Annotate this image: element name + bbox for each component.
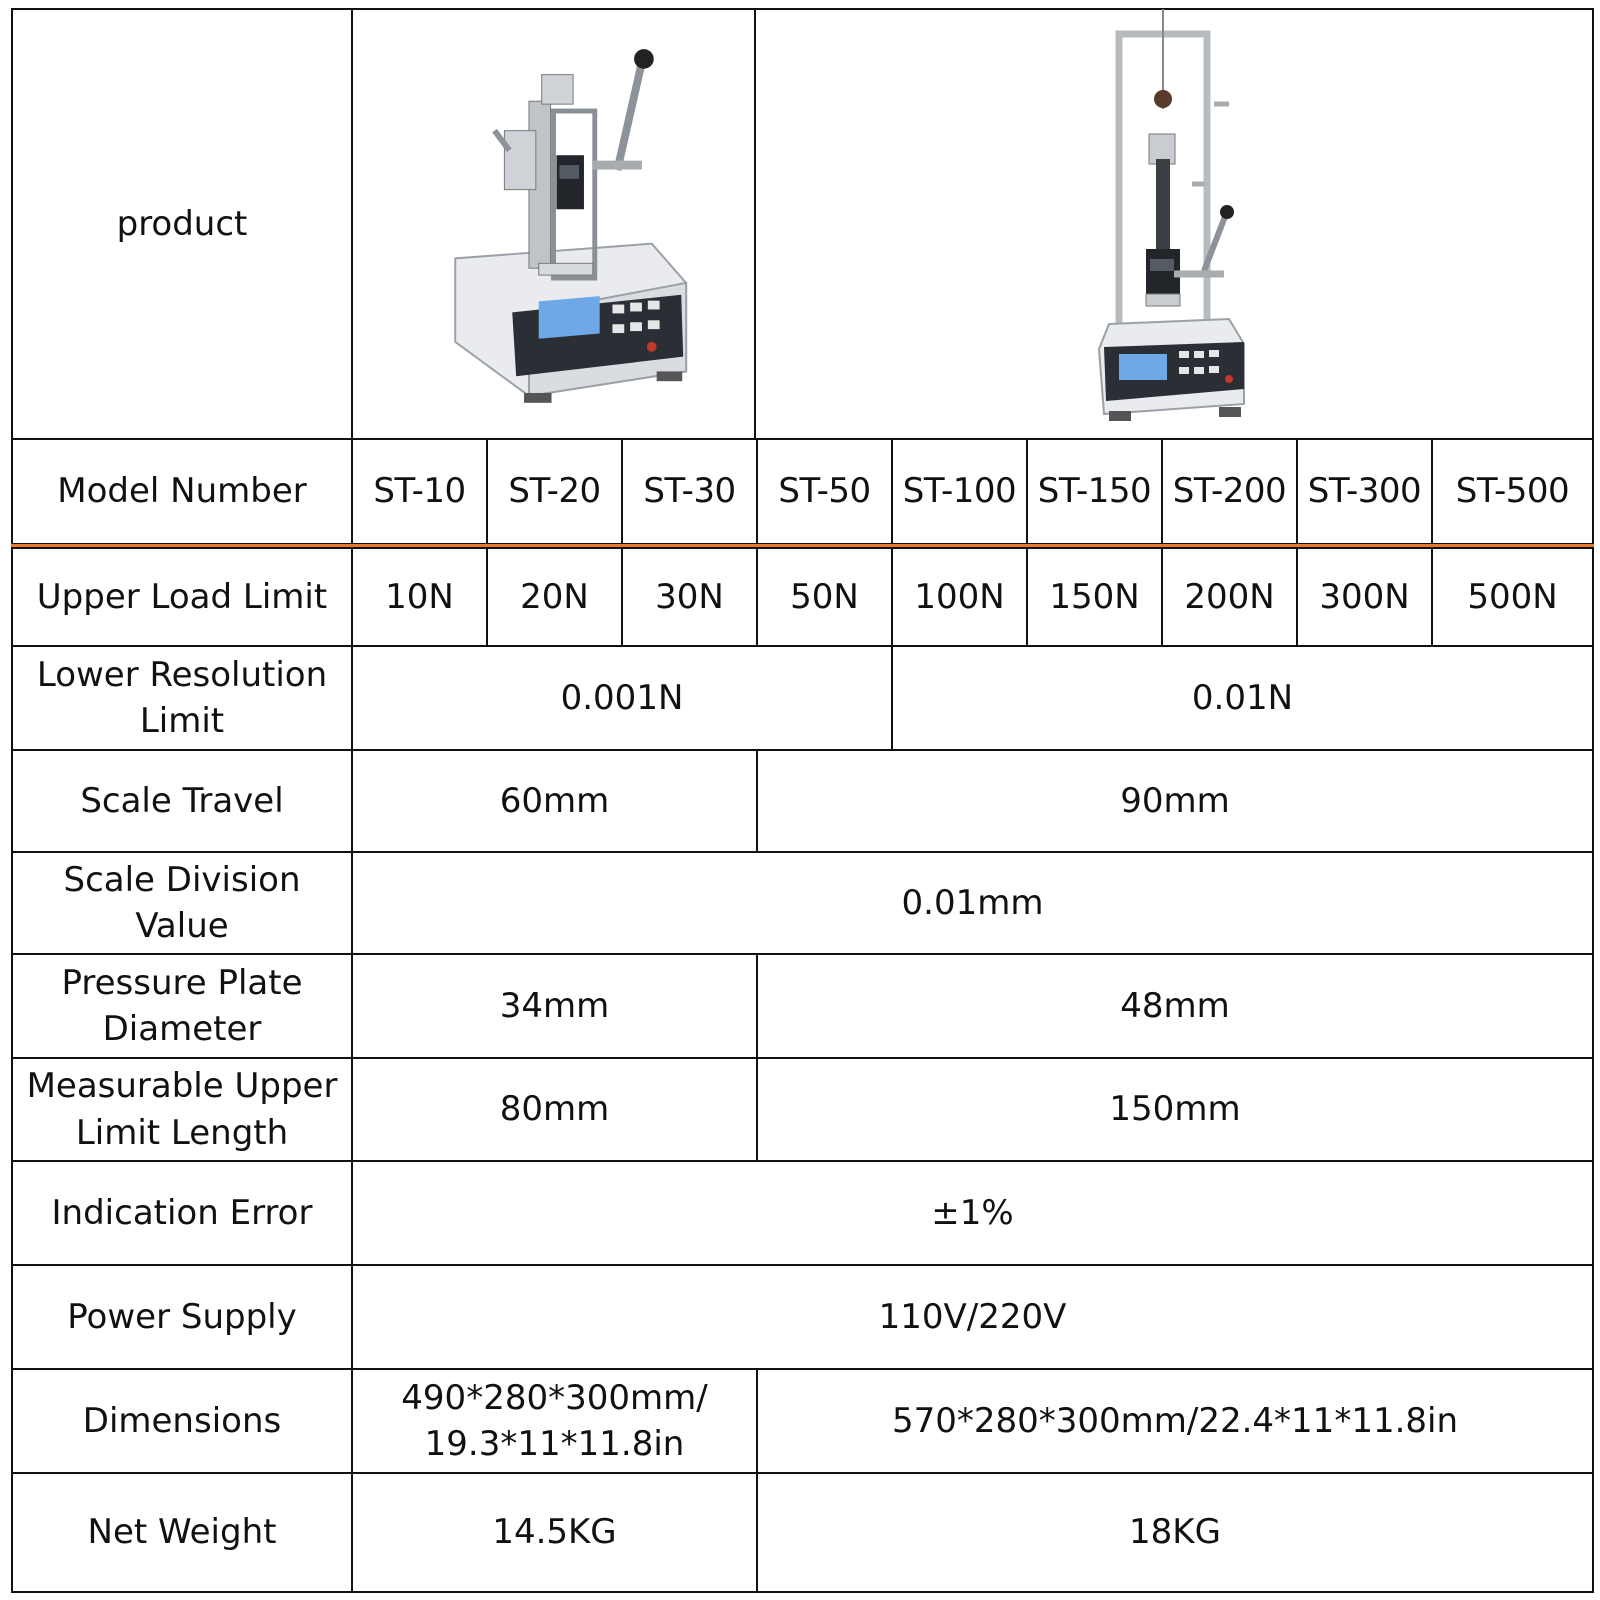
load-cell: 500N — [1431, 547, 1594, 647]
resolution-cell: 0.01N — [891, 645, 1594, 751]
measurable-length-cell: 150mm — [756, 1057, 1594, 1162]
power-supply-label: Power Supply — [11, 1264, 353, 1370]
product-label: product — [11, 8, 353, 440]
model-cell: ST-150 — [1026, 438, 1163, 545]
load-cell: 20N — [486, 547, 623, 647]
load-cell: 10N — [351, 547, 488, 647]
scale-travel-label: Scale Travel — [11, 749, 353, 853]
model-cell: ST-30 — [621, 438, 758, 545]
net-weight-cell: 14.5KG — [351, 1472, 758, 1593]
net-weight-cell: 18KG — [756, 1472, 1594, 1593]
power-supply-cell: 110V/220V — [351, 1264, 1594, 1370]
dimensions-cell: 490*280*300mm/ 19.3*11*11.8in — [351, 1368, 758, 1474]
measurable-upper-limit-length-label: Measurable Upper Limit Length — [11, 1057, 353, 1162]
pressure-plate-cell: 48mm — [756, 953, 1594, 1059]
indication-error-cell: ±1% — [351, 1160, 1594, 1266]
model-cell: ST-20 — [486, 438, 623, 545]
scale-division-value-label: Scale Division Value — [11, 851, 353, 955]
product-image-small — [351, 8, 756, 440]
model-cell: ST-10 — [351, 438, 488, 545]
net-weight-label: Net Weight — [11, 1472, 353, 1593]
indication-error-label: Indication Error — [11, 1160, 353, 1266]
load-cell: 300N — [1296, 547, 1433, 647]
upper-load-limit-label: Upper Load Limit — [11, 547, 353, 647]
load-cell: 150N — [1026, 547, 1163, 647]
dimensions-cell: 570*280*300mm/22.4*11*11.8in — [756, 1368, 1594, 1474]
pressure-plate-diameter-label: Pressure Plate Diameter — [11, 953, 353, 1059]
dimensions-label: Dimensions — [11, 1368, 353, 1474]
scale-travel-cell: 60mm — [351, 749, 758, 853]
model-cell: ST-300 — [1296, 438, 1433, 545]
model-cell: ST-100 — [891, 438, 1028, 545]
model-number-label: Model Number — [11, 438, 353, 545]
model-cell: ST-200 — [1161, 438, 1298, 545]
model-cell: ST-500 — [1431, 438, 1594, 545]
scale-division-cell: 0.01mm — [351, 851, 1594, 955]
spring-tester-tall-image — [1024, 9, 1324, 439]
measurable-length-cell: 80mm — [351, 1057, 758, 1162]
pressure-plate-cell: 34mm — [351, 953, 758, 1059]
model-cell: ST-50 — [756, 438, 893, 545]
product-image-tall — [754, 8, 1594, 440]
load-cell: 30N — [621, 547, 758, 647]
scale-travel-cell: 90mm — [756, 749, 1594, 853]
spring-tester-small-image — [357, 14, 750, 434]
resolution-cell: 0.001N — [351, 645, 893, 751]
spec-table — [11, 8, 1594, 1593]
load-cell: 100N — [891, 547, 1028, 647]
load-cell: 200N — [1161, 547, 1298, 647]
lower-resolution-limit-label: Lower Resolution Limit — [11, 645, 353, 751]
load-cell: 50N — [756, 547, 893, 647]
